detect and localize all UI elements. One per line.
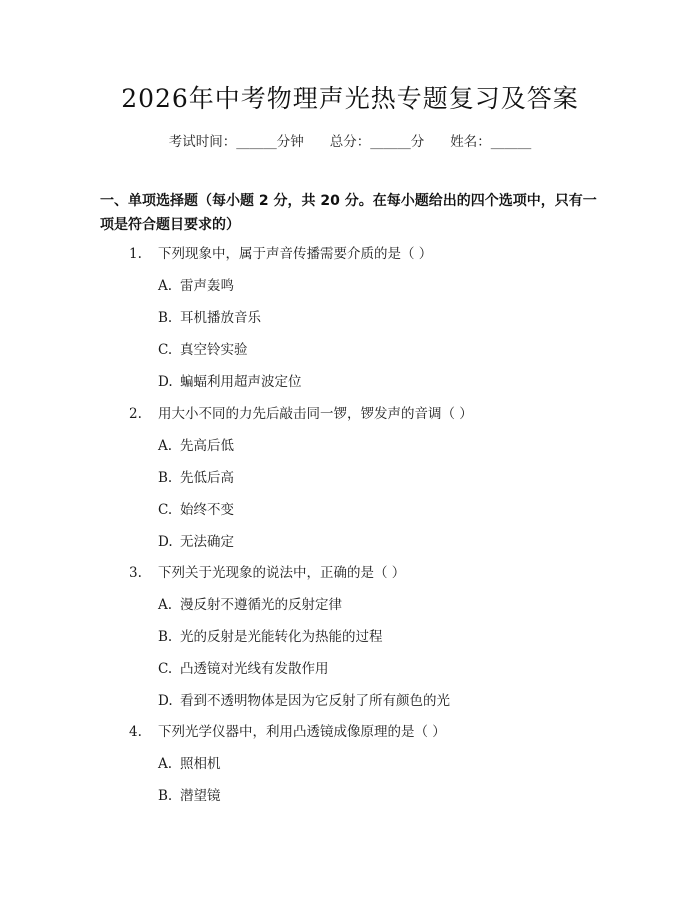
question-4-option-b xyxy=(158,786,221,806)
question-1-option-c xyxy=(158,340,248,360)
option-letter: A. xyxy=(158,756,173,772)
question-4-option-a xyxy=(158,754,221,774)
question-number: 3. xyxy=(129,565,142,581)
option-text: 漫反射不遵循光的反射定律 xyxy=(180,597,342,613)
option-letter: B. xyxy=(158,629,173,645)
option-text: 凸透镜对光线有发散作用 xyxy=(180,661,329,677)
option-text: 真空铃实验 xyxy=(180,342,248,358)
question-2-option-a xyxy=(158,436,234,456)
question-3-option-a xyxy=(158,595,342,615)
option-text: 始终不变 xyxy=(180,502,234,518)
question-text: 下列光学仪器中，利用凸透镜成像原理的是（ ） xyxy=(158,724,446,740)
section-heading: 一、单项选择题（每小题 2 分，共 20 分。在每小题给出的四个选项中，只有一项是符合题目要求的） xyxy=(100,193,597,233)
option-text: 雷声轰鸣 xyxy=(180,278,234,294)
question-1-option-a xyxy=(158,276,234,296)
page-title: 2026年中考物理声光热专题复习及答案 xyxy=(121,84,579,113)
option-letter: A. xyxy=(158,597,173,613)
question-number: 2. xyxy=(129,406,142,422)
option-text: 照相机 xyxy=(180,756,221,772)
option-letter: D. xyxy=(158,374,173,390)
exam-time-field: 考试时间：______分钟 xyxy=(168,134,304,150)
question-2-option-d xyxy=(158,532,234,552)
question-1 xyxy=(129,244,432,264)
option-letter: B. xyxy=(158,470,173,486)
option-letter: B. xyxy=(158,310,173,326)
question-1-option-b xyxy=(158,308,261,328)
question-text: 下列关于光现象的说法中，正确的是（ ） xyxy=(158,565,406,581)
question-1-option-d xyxy=(158,372,302,392)
option-letter: D. xyxy=(158,693,173,709)
question-number: 4. xyxy=(129,724,142,740)
option-letter: C. xyxy=(158,502,173,518)
option-letter: D. xyxy=(158,534,173,550)
option-text: 蝙蝠利用超声波定位 xyxy=(180,374,302,390)
question-3-option-d xyxy=(158,691,450,711)
question-2-option-b xyxy=(158,468,234,488)
option-text: 潜望镜 xyxy=(180,788,221,804)
question-text: 下列现象中，属于声音传播需要介质的是（ ） xyxy=(158,246,433,262)
option-text: 光的反射是光能转化为热能的过程 xyxy=(180,629,383,645)
question-text: 用大小不同的力先后敲击同一锣，锣发声的音调（ ） xyxy=(158,406,473,422)
question-3-option-c xyxy=(158,659,329,679)
option-text: 先高后低 xyxy=(180,438,234,454)
exam-info-line xyxy=(0,132,700,152)
question-2-option-c xyxy=(158,500,234,520)
option-text: 看到不透明物体是因为它反射了所有颜色的光 xyxy=(180,693,450,709)
option-letter: C. xyxy=(158,661,173,677)
option-letter: B. xyxy=(158,788,173,804)
name-field: 姓名：______ xyxy=(450,134,532,150)
option-letter: A. xyxy=(158,438,173,454)
question-number: 1. xyxy=(129,246,142,262)
option-text: 先低后高 xyxy=(180,470,234,486)
option-letter: A. xyxy=(158,278,173,294)
total-score-field: 总分：______分 xyxy=(329,134,425,150)
option-text: 耳机播放音乐 xyxy=(180,310,261,326)
option-letter: C. xyxy=(158,342,173,358)
question-3 xyxy=(129,563,405,583)
question-4 xyxy=(129,722,446,742)
question-3-option-b xyxy=(158,627,383,647)
question-2 xyxy=(129,404,473,424)
option-text: 无法确定 xyxy=(180,534,234,550)
